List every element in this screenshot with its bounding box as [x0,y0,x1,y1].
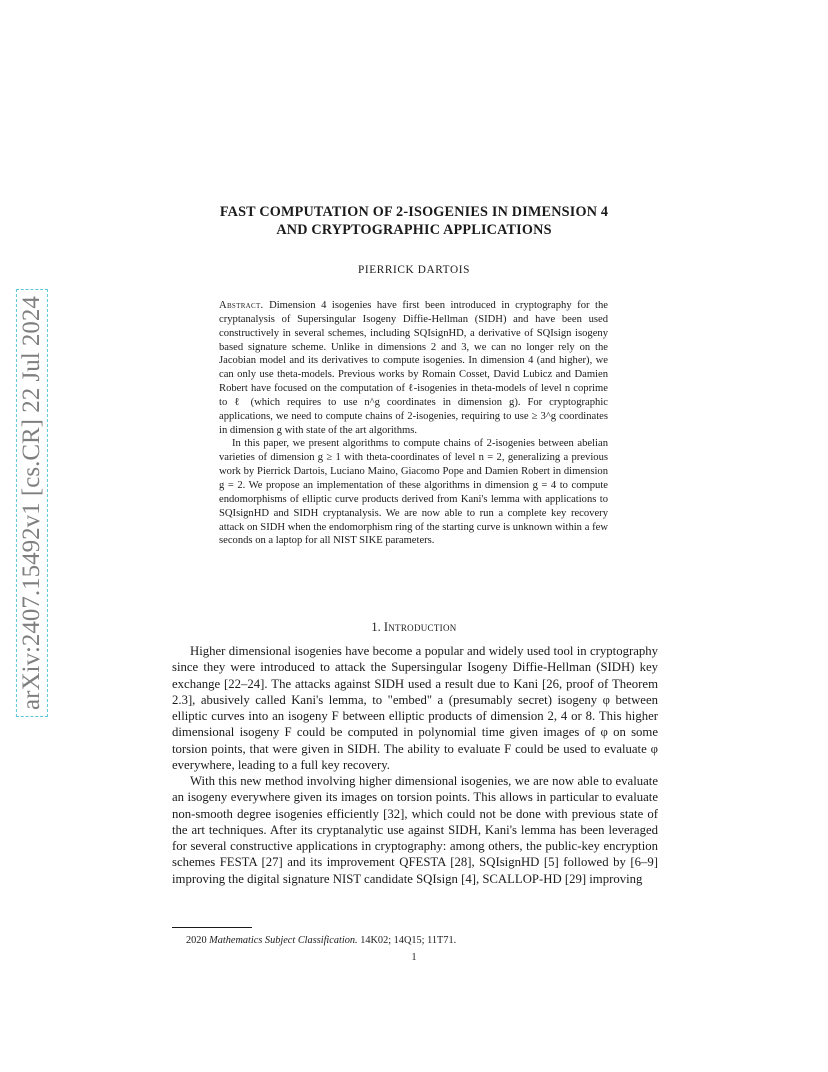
paper-title [160,203,668,239]
section-heading [172,620,656,635]
abstract-label: Abstract. [219,300,264,311]
intro-paragraph-2: With this new method involving higher dimensional isogenies, we are now able to evaluate an isogeny everywhere given its images on torsion points. This allows in particular to evaluate non-smooth degree isogenies efficiently [32], which could not be done with previous state of the art techniques. After its cryptanalytic use against SIDH, Kani's lemma has been leveraged for several constructive applications in cryptography: among others, the public-key encryption schemes FESTA [27] and its improvement QFESTA [28], SQIsignHD [5] followed by [6–9] improving the digital signature NIST candidate SQIsign [4], SCALLOP-HD [29] improving [172,774,658,886]
footnote-codes: 14K02; 14Q15; 11T71. [360,935,457,946]
arxiv-sidebar [16,268,48,738]
intro-paragraph-1: Higher dimensional isogenies have become a popular and widely used tool in cryptography since they were introduced to attack the Supersingular Isogeny Diffie-Hellman (SIDH) key exchange [22–24]. The attacks against SIDH used a result due to Kani [26, proof of Theorem 2.3], abusively called Kani's lemma, to "embed" a (presumably secret) isogeny φ between elliptic curves into an isogeny F between elliptic products of dimension 2, 4 or 8. This higher dimensional isogeny F could be computed in polynomial time given images of φ on some torsion points, that were given in SIDH. The ability to evaluate F could be used to evaluate φ everywhere, leading to a full key recovery. [172,644,658,772]
title-line-2: AND CRYPTOGRAPHIC APPLICATIONS [276,222,552,238]
author-name: PIERRICK DARTOIS [358,264,470,276]
section-title: Introduction [383,620,457,634]
abstract [219,299,608,548]
page-number: 1 [411,952,417,963]
title-line-1: FAST COMPUTATION OF 2-ISOGENIES IN DIMENSION 4 [219,204,609,220]
introduction-body [172,643,658,887]
abstract-text-1: Dimension 4 isogenies have first been introduced in cryptography for the cryptanalysis of Supersingular Isogeny Diffie-Hellman (SIDH) and have been used constructively in several schemes, including SQIsignHD, a derivative of SQIsign isogeny based signature scheme. Unlike in dimensions 2 and 3, we can no longer rely on the Jacobian model and its derivatives to compute isogenies. In dimension 4 (and higher), we can only use theta-models. Previous works by Romain Cosset, David Lubicz and Damien Robert have focused on the computation of ℓ-isogenies in theta-models of level n coprime to ℓ (which requires to use n^g coordinates in dimension g). For cryptographic applications, we need to compute chains of 2-isogenies, requiring to use ≥ 3^g coordinates in dimension g with state of the art algorithms. [219,300,608,436]
footnote-label: Mathematics Subject Classification. [209,935,358,946]
abstract-paragraph-1 [219,299,608,437]
footnote-rule [172,927,252,928]
section-number: 1. [371,620,381,634]
abstract-paragraph-2: In this paper, we present algorithms to compute chains of 2-isogenies between abelian varieties of dimension g ≥ 1 with theta-coordinates of level n = 2, generalizing a previous work by Pierrick Dartois, Luciano Maino, Giacomo Pope and Damien Robert in dimension g = 2. We propose an implementation of these algorithms in dimension g = 4 to compute endomorphisms of elliptic curve products derived from Kani's lemma with applications to SQIsignHD and SIDH cryptanalysis. We are now able to run a complete key recovery attack on SIDH when the endomorphism ring of the starting curve is unknown within a few seconds on a laptop for all NIST SIKE parameters. [219,438,608,547]
footnote [186,935,456,946]
footnote-year: 2020 [186,935,207,946]
arxiv-identifier[interactable]: arXiv:2407.15492v1 [cs.CR] 22 Jul 2024 [16,289,48,717]
